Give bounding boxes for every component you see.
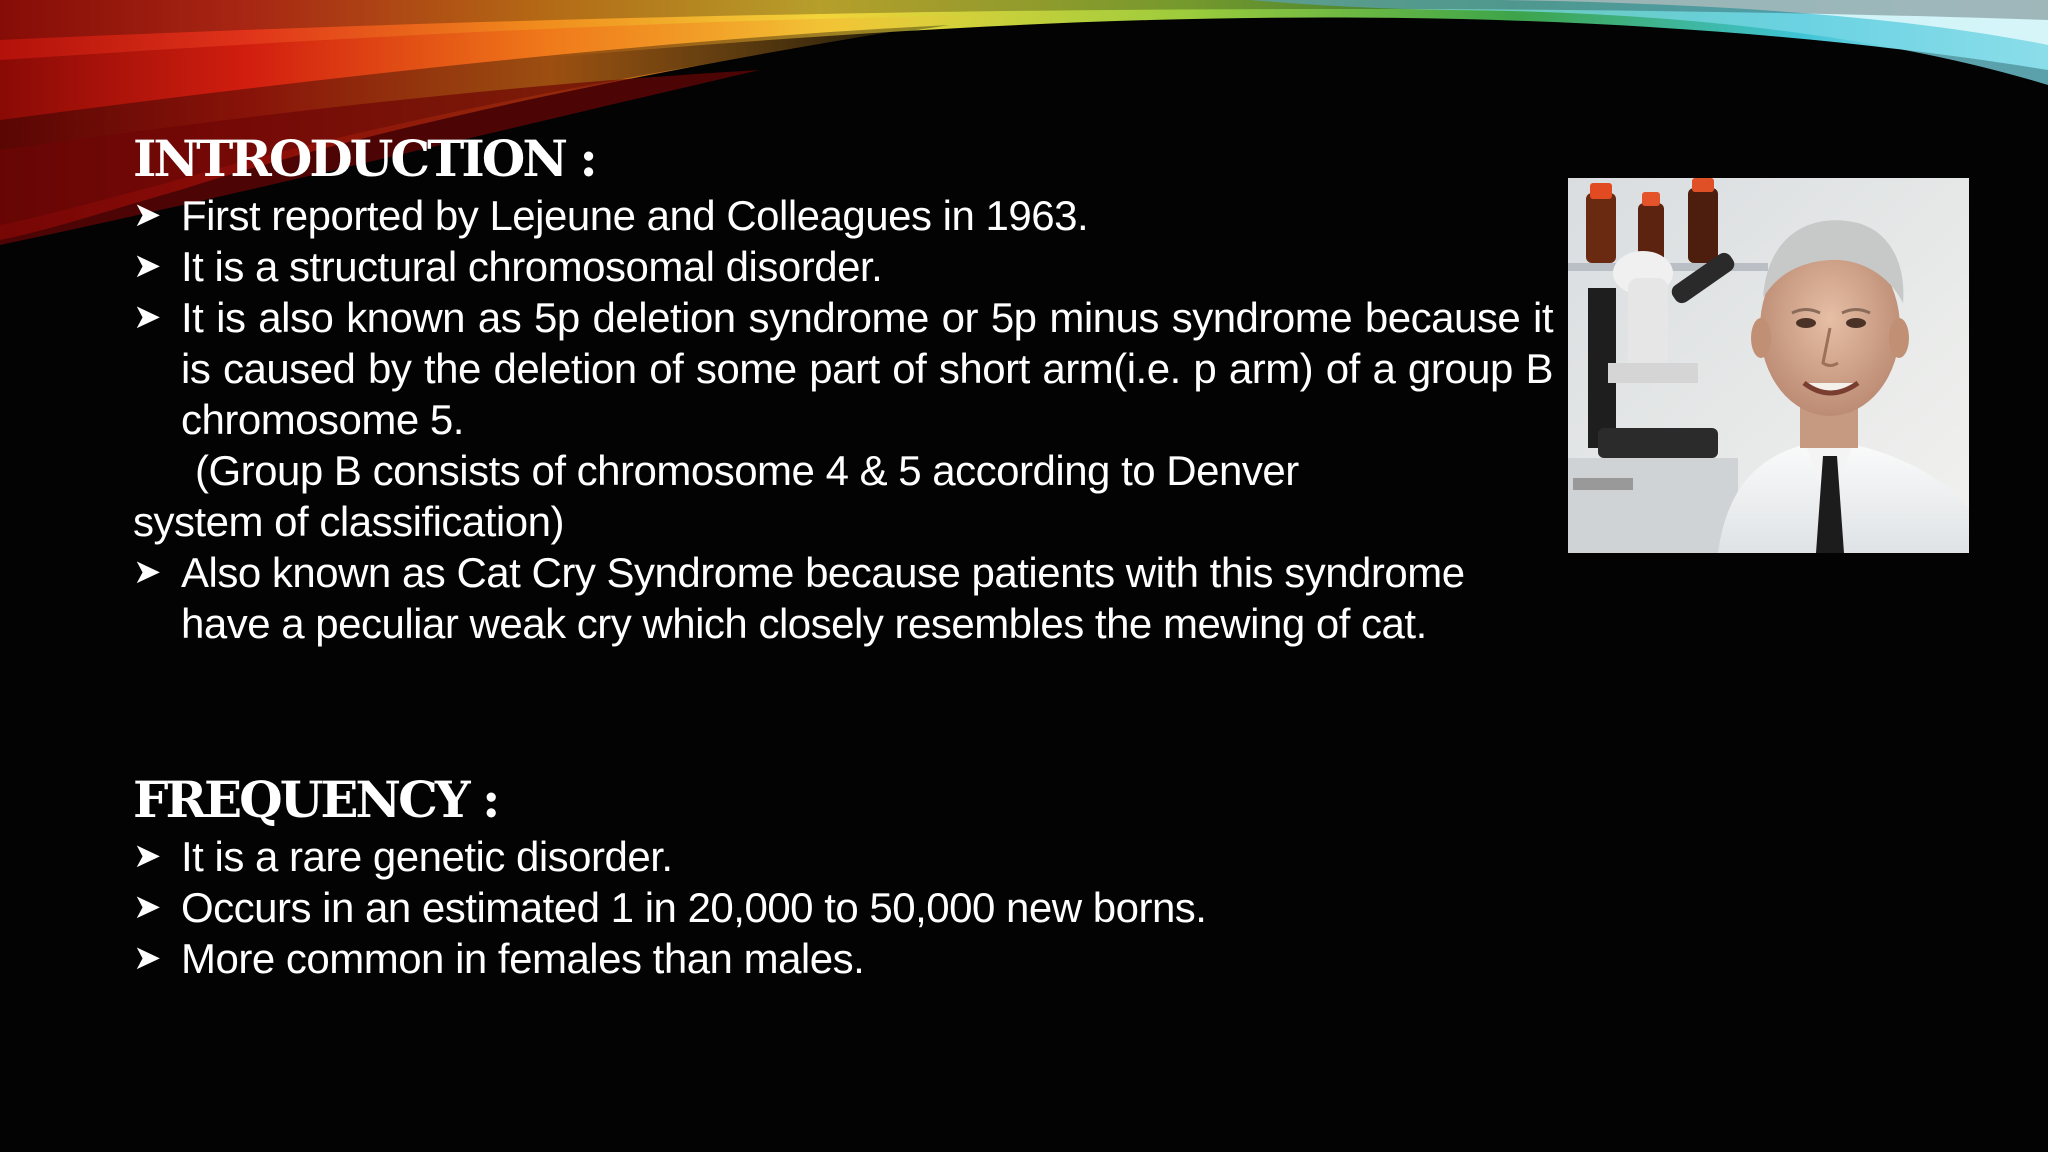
list-item: [133, 547, 1553, 649]
list-item: [133, 882, 1553, 933]
slide-content: [133, 128, 1553, 984]
arrowhead-right-icon: ➤: [133, 298, 161, 336]
list-item-text: Also known as Cat Cry Syndrome because patients with this syndrome have a peculiar weak cry which closely resembles the mewing of cat.: [181, 549, 1465, 647]
group-b-note-continued: system of classification): [133, 498, 564, 545]
introduction-list-continued: [133, 547, 1553, 649]
list-item: [133, 190, 1553, 241]
list-item: [133, 831, 1553, 882]
arrowhead-right-icon: ➤: [133, 196, 161, 234]
list-item-text: First reported by Lejeune and Colleagues in 1963.: [181, 192, 1089, 239]
list-item-text: It is a structural chromosomal disorder.: [181, 243, 883, 290]
list-item: [133, 241, 1553, 292]
list-item-text: More common in females than males.: [181, 935, 865, 982]
list-item: [133, 933, 1553, 984]
arrowhead-right-icon: ➤: [133, 553, 161, 591]
list-item-text: It is also known as 5p deletion syndrome or 5p minus syndrome because it is caused by the deletion of some part of short arm(i.e. p arm) of a group B chromosome 5.: [181, 294, 1553, 443]
arrowhead-right-icon: ➤: [133, 888, 161, 926]
scientist-photo: [1568, 178, 1969, 553]
list-item: [133, 292, 1553, 445]
arrowhead-right-icon: ➤: [133, 939, 161, 977]
list-item-text: Occurs in an estimated 1 in 20,000 to 50,000 new borns.: [181, 884, 1207, 931]
group-b-note: (Group B consists of chromosome 4 & 5 according to Denver: [195, 447, 1299, 494]
list-item-text: It is a rare genetic disorder.: [181, 833, 673, 880]
arrowhead-right-icon: ➤: [133, 837, 161, 875]
introduction-list: [133, 190, 1553, 445]
frequency-list: [133, 831, 1553, 984]
frequency-heading: FREQUENCY :: [133, 770, 498, 829]
arrowhead-right-icon: ➤: [133, 247, 161, 285]
introduction-heading: INTRODUCTION :: [133, 129, 595, 188]
